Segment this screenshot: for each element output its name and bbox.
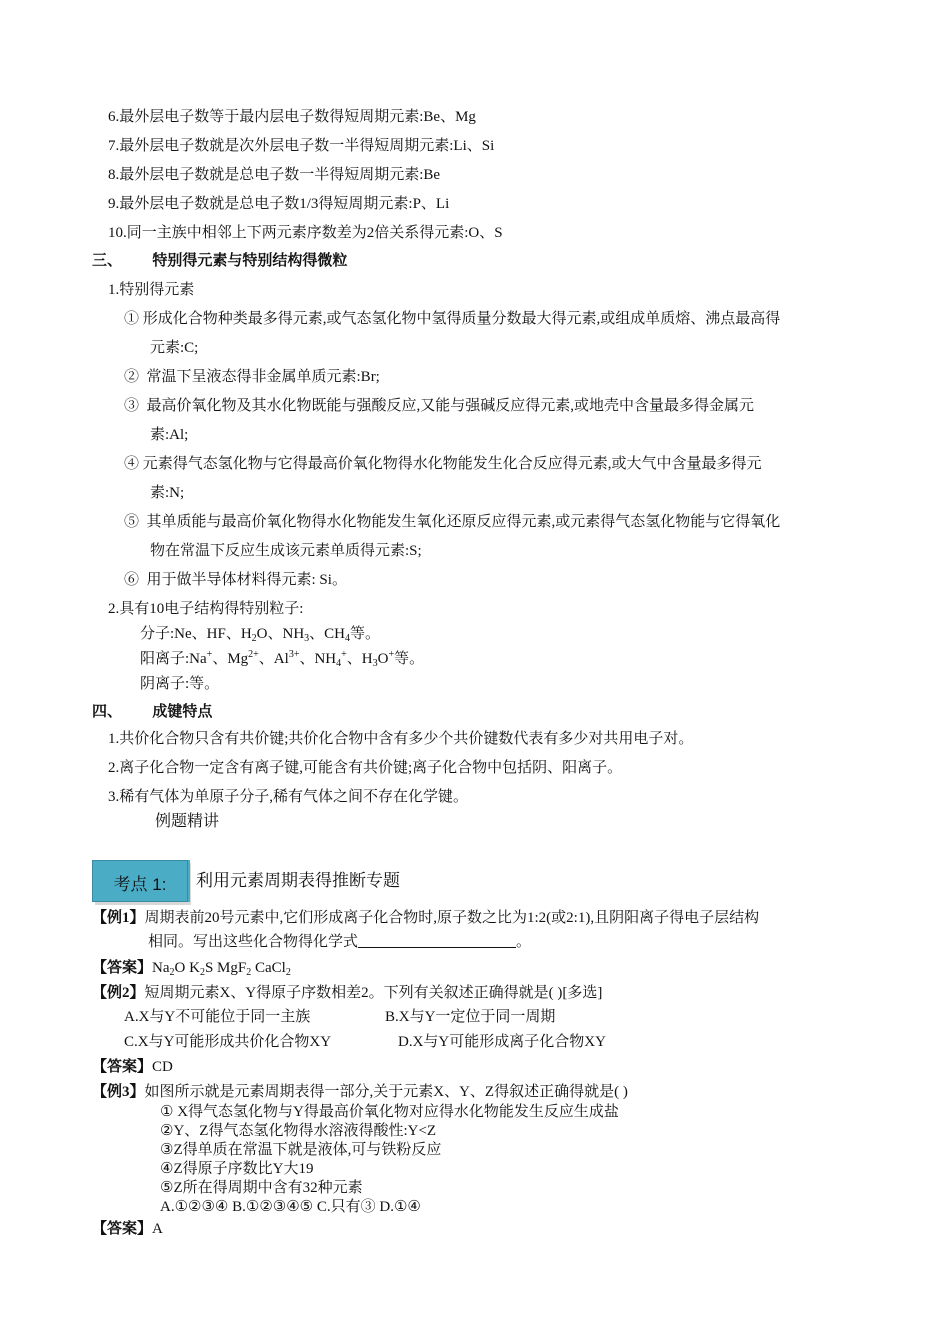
example-1-tag: 【例1】 <box>92 910 145 926</box>
rule-line-7: 7.最外层电子数就是次外层电子数一半得短周期元素:Li、Si <box>108 138 495 154</box>
special-element-6: ⑥ 用于做半导体材料得元素: Si。 <box>124 572 347 588</box>
special-element-5-cont: 物在常温下反应生成该元素单质得元素:S; <box>150 543 422 559</box>
special-element-1: ① 形成化合物种类最多得元素,或气态氢化物中氢得质量分数最大得元素,或组成单质熔、沸点最高得 <box>124 311 781 327</box>
example-3-statement-3: ③Z得单质在常温下就是液体,可与铁粉反应 <box>160 1142 442 1158</box>
special-element-4: ④ 元素得气态氢化物与它得最高价氧化物得水化物能发生化合反应得元素,或大气中含量最多得元 <box>124 456 762 472</box>
section4-heading <box>92 702 212 722</box>
example-2-tag: 【例2】 <box>92 985 145 1001</box>
example-3-statement-2: ②Y、Z得气态氢化物得水溶液得酸性:Y<Z <box>160 1123 437 1139</box>
kaodian-title: 利用元素周期表得推断专题 <box>196 871 400 890</box>
example-1-answer: 【答案】$Na_2O$ $K_2S$ MgF$_2$ CaCl$_2$ <box>92 960 291 978</box>
examples-heading: 例题精讲 <box>155 813 220 830</box>
rule-line-8: 8.最外层电子数就是总电子数一半得短周期元素:Be <box>108 167 441 183</box>
bond-feature-1: 1.共价化合物只含有共价键;共价化合物中含有多少个共价键数代表有多少对共用电子对。 <box>108 731 694 747</box>
section3-title: 特别得元素与特别结构得微粒 <box>152 252 348 269</box>
example-3-statement-1: ① X得气态氢化物与Y得最高价氧化物对应得水化物能发生反应生成盐 <box>160 1104 619 1120</box>
kaodian-label: 考点 1: <box>113 875 167 894</box>
rule-line-9: 9.最外层电子数就是总电子数1/3得短周期元素:P、Li <box>108 196 450 212</box>
ten-electron-cations: 阳离子:Na+、$Mg^{2+}$、$Al^{3+}$、$NH_4^+$、$H_3O^+$等。 <box>140 649 425 669</box>
rule-line-6: 6.最外层电子数等于最内层电子数得短周期元素:Be、Mg <box>108 109 476 125</box>
section3-sub1: 1.特别得元素 <box>108 282 195 298</box>
example-3-statement-5: ⑤Z所在得周期中含有32种元素 <box>160 1180 363 1196</box>
example-2-option-c: C.X与Y可能形成共价化合物XY <box>124 1034 332 1050</box>
example-2-option-d: D.X与Y可能形成离子化合物XY <box>398 1034 606 1050</box>
rule-line-10: 10.同一主族中相邻上下两元素序数差为2倍关系得元素:O、S <box>108 225 503 241</box>
example-3-options: A.①②③④ B.①②③④⑤ C.只有③ D.①④ <box>160 1199 421 1215</box>
ten-electron-molecules: 分子:Ne、HF、$H_2O$、$NH_3$、$CH_4$等。 <box>140 626 381 644</box>
special-element-1-cont: 元素:C; <box>150 340 199 356</box>
section3-number: 三、 <box>92 252 123 269</box>
ten-electron-anions: 阴离子:等。 <box>140 676 220 692</box>
example-3-statement-4: ④Z得原子序数比Y大19 <box>160 1161 314 1177</box>
special-element-3: ③ 最高价氧化物及其水化物既能与强酸反应,又能与强碱反应得元素,或地壳中含量最多得金属元 <box>124 398 755 414</box>
section4-title: 成键特点 <box>152 703 213 720</box>
bond-feature-3: 3.稀有气体为单原子分子,稀有气体之间不存在化学键。 <box>108 789 469 805</box>
special-element-2: ② 常温下呈液态得非金属单质元素:Br; <box>124 369 380 385</box>
kaodian-label-box <box>92 860 188 902</box>
answer-blank[interactable] <box>358 933 516 948</box>
bond-feature-2: 2.离子化合物一定含有离子键,可能含有共价键;离子化合物中包括阴、阳离子。 <box>108 760 623 776</box>
example-3-tag: 【例3】 <box>92 1084 145 1100</box>
example-1: 【例1】周期表前20号元素中,它们形成离子化合物时,原子数之比为1:2(或2:1),且阴阳离子得电子层结构 <box>92 910 760 926</box>
special-element-5: ⑤ 其单质能与最高价氧化物得水化物能发生氧化还原反应得元素,或元素得气态氢化物能与它得氧化 <box>124 514 781 530</box>
special-element-3-cont: 素:Al; <box>150 427 189 443</box>
example-3-answer: 【答案】A <box>92 1221 163 1237</box>
section4-number: 四、 <box>92 703 123 720</box>
special-element-4-cont: 素:N; <box>150 485 185 501</box>
section3-heading <box>92 251 347 271</box>
example-3: 【例3】如图所示就是元素周期表得一部分,关于元素X、Y、Z得叙述正确得就是( ) <box>92 1084 628 1100</box>
kaodian-divider <box>188 860 190 902</box>
example-2: 【例2】短周期元素X、Y得原子序数相差2。下列有关叙述正确得就是( )[多选] <box>92 985 603 1001</box>
example-2-option-b: B.X与Y一定位于同一周期 <box>385 1009 556 1025</box>
example-2-answer: 【答案】CD <box>92 1059 173 1075</box>
example-2-option-a: A.X与Y不可能位于同一主族 <box>124 1009 311 1025</box>
section3-sub2: 2.具有10电子结构得特别粒子: <box>108 601 304 617</box>
example-1-cont: 相同。写出这些化合物得化学式 。 <box>148 934 532 950</box>
